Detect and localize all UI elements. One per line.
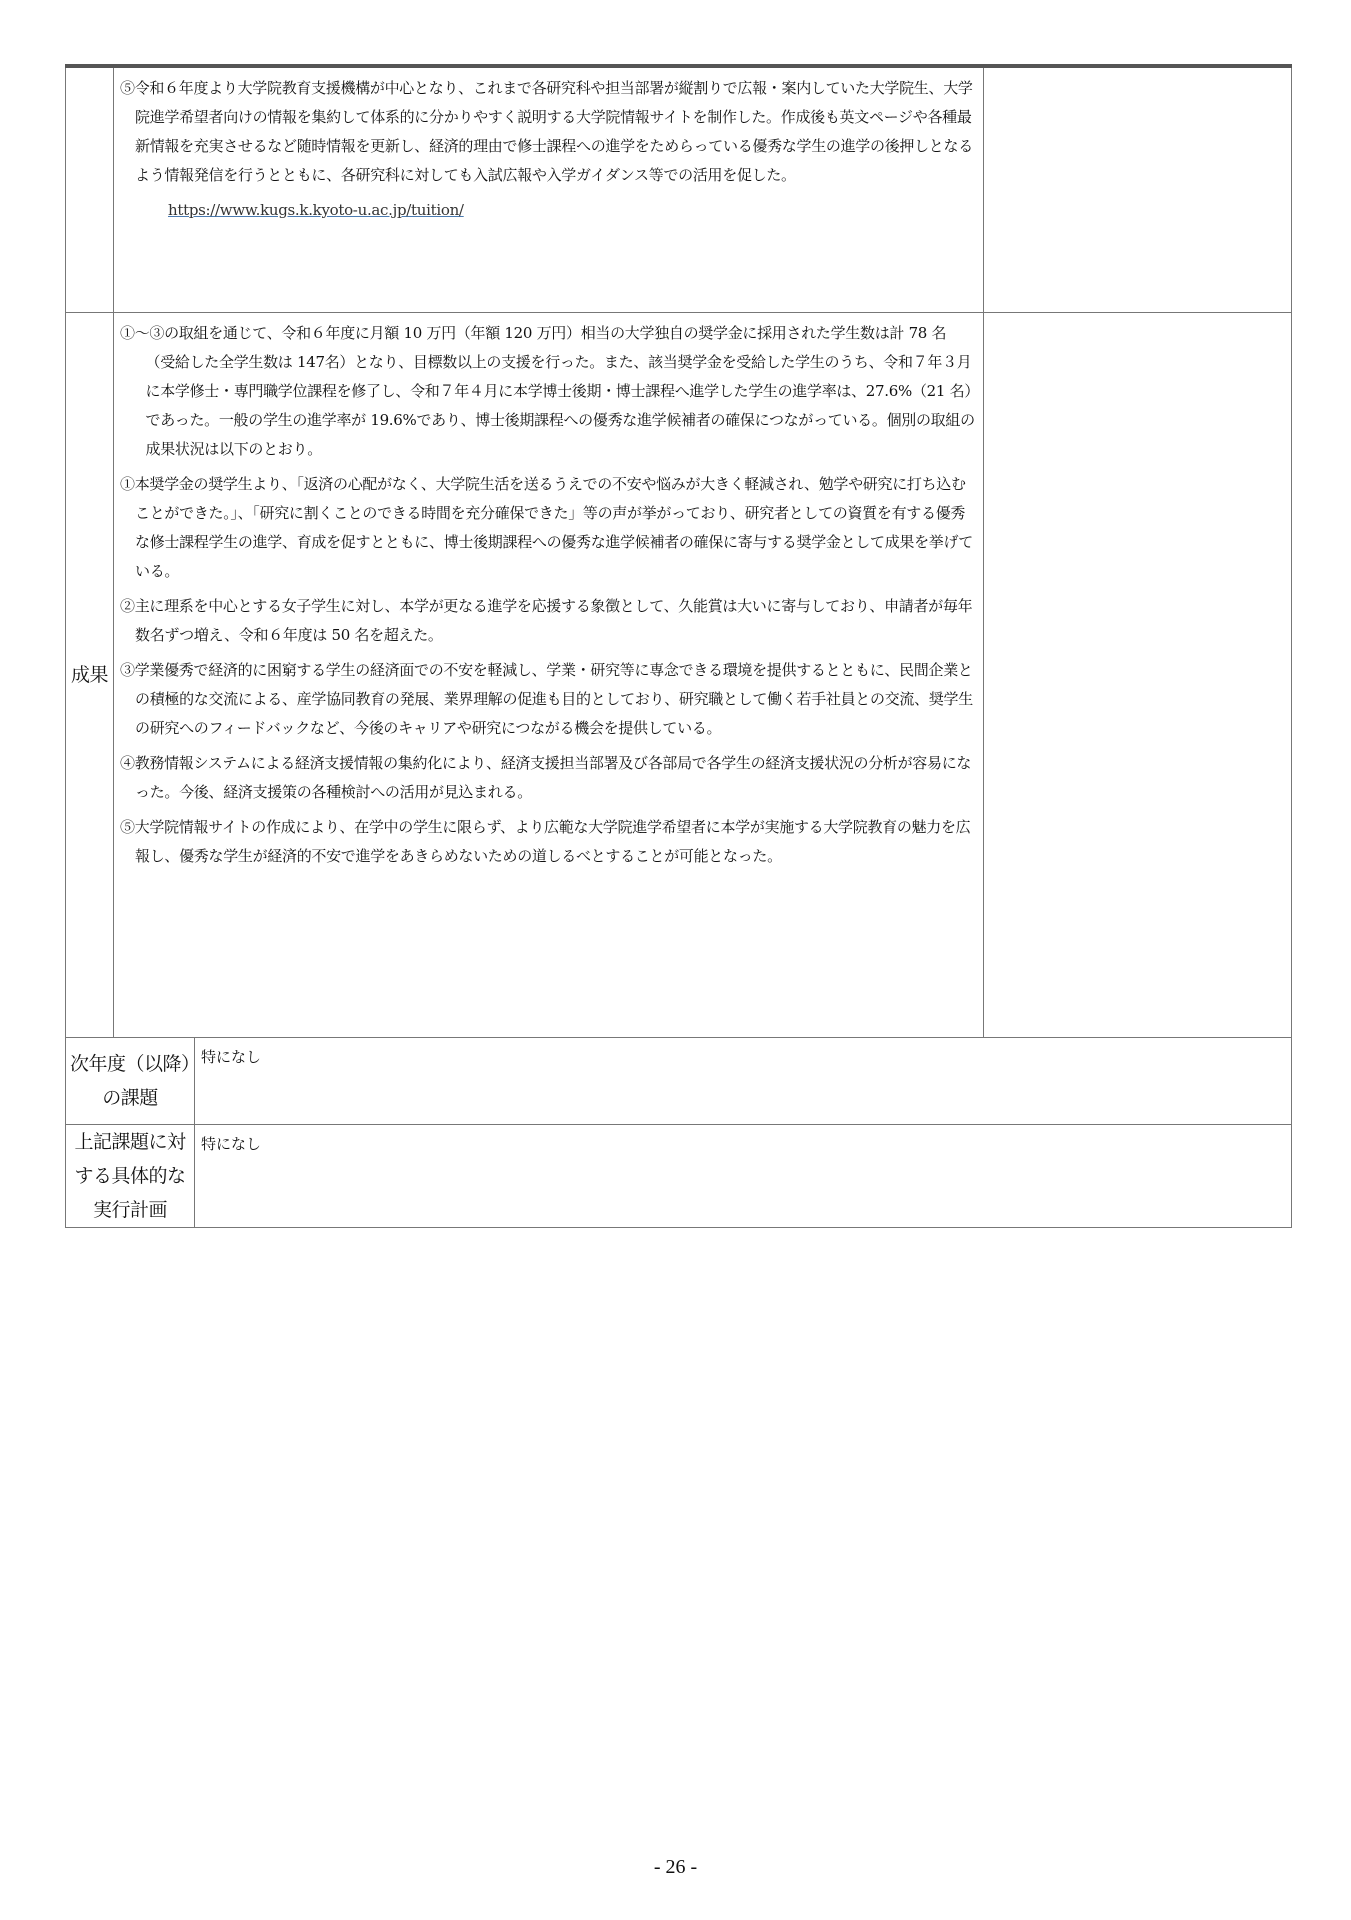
results-item-1: ①本奨学金の奨学生より、「返済の心配がなく、大学院生活を送るうえでの不安や悩みが大きく軽減され、勉学や研究に打ち込むことができた。」、「研究に割くことのできる時間を充分確保できた」等の声が挙がっており、研究者としての資質を有する優秀な修士課程学生の進学、育成を促すとともに、博士後期課程への優秀な進学候補者の確保に寄与する奨学金として成果を挙げている。 bbox=[120, 475, 973, 580]
next-issues-label: 次年度（以降）の課題 bbox=[66, 1038, 195, 1125]
initiative5-text: ⑤令和６年度より大学院教育支援機構が中心となり、これまで各研究科や担当部署が縦割りで広報・案内していた大学院生、大学院進学希望者向けの情報を集約して体系的に分かりやすく説明する大学院情報サイトを制作した。作成後も英文ページや各種最新情報を充実させるなど随時情報を更新し、経済的理由で修士課程への進学をためらっている優秀な学生の進学の後押しとなるよう情報発信を行うとともに、各研究科に対しても入試広報や入学ガイダンス等での活用を促した。 bbox=[120, 79, 973, 184]
results-content bbox=[114, 313, 984, 1038]
results-item-4: ④教務情報システムによる経済支援情報の集約化により、経済支援担当部署及び各部局で各学生の経済支援状況の分析が容易になった。今後、経済支援策の各種検討への活用が見込まれる。 bbox=[120, 754, 972, 801]
report-table bbox=[65, 64, 1292, 1228]
results-row bbox=[66, 313, 1292, 1038]
initiative5-side-cell bbox=[984, 66, 1292, 313]
tuition-site-link[interactable]: https://www.kugs.k.kyoto-u.ac.jp/tuition/ bbox=[168, 201, 464, 219]
action-plan-row bbox=[66, 1125, 1292, 1228]
results-side-cell bbox=[984, 313, 1292, 1038]
initiative5-content bbox=[114, 66, 984, 313]
initiative5-row bbox=[66, 66, 1292, 313]
next-issues-value: 特になし bbox=[195, 1038, 1292, 1125]
results-item-5: ⑤大学院情報サイトの作成により、在学中の学生に限らず、より広範な大学院進学希望者に本学が実施する大学院教育の魅力を広報し、優秀な学生が経済的不安で進学をあきらめないための道しるべとすることが可能となった。 bbox=[120, 818, 971, 865]
results-label: 成果 bbox=[66, 313, 114, 1038]
action-plan-value: 特になし bbox=[195, 1125, 1292, 1228]
results-item-3: ③学業優秀で経済的に困窮する学生の経済面での不安を軽減し、学業・研究等に専念できる環境を提供するとともに、民間企業との積極的な交流による、産学協同教育の発展、業界理解の促進も目的としており、研究職として働く若手社員との交流、奨学生の研究へのフィードバックなど、今後のキャリアや研究につながる機会を提供している。 bbox=[120, 661, 973, 737]
action-plan-label: 上記課題に対する具体的な実行計画 bbox=[66, 1125, 195, 1228]
results-summary: ①～③の取組を通じて、令和６年度に月額 10 万円（年額 120 万円）相当の大学独自の奨学金に採用された学生数は計 78 名（受給した全学生数は 147名）となり、目標数以上の支援を行った。また、該当奨学金を受給した学生のうち、令和７年３月に本学修士・専門職学位課程を修了し、令和７年４月に本学博士後期・博士課程へ進学した学生の進学率は、27.6%（21 名）であった。一般の学生の進学率が 19.6%であり、博士後期課程への優秀な進学候補者の確保につながっている。個別の取組の成果状況は以下のとおり。 bbox=[120, 324, 975, 458]
results-item-2: ②主に理系を中心とする女子学生に対し、本学が更なる進学を応援する象徴として、久能賞は大いに寄与しており、申請者が毎年数名ずつ増え、令和６年度は 50 名を超えた。 bbox=[120, 597, 973, 644]
initiative5-label-cell bbox=[66, 66, 114, 313]
next-issues-row bbox=[66, 1038, 1292, 1125]
page-number: - 26 - bbox=[653, 1856, 698, 1878]
